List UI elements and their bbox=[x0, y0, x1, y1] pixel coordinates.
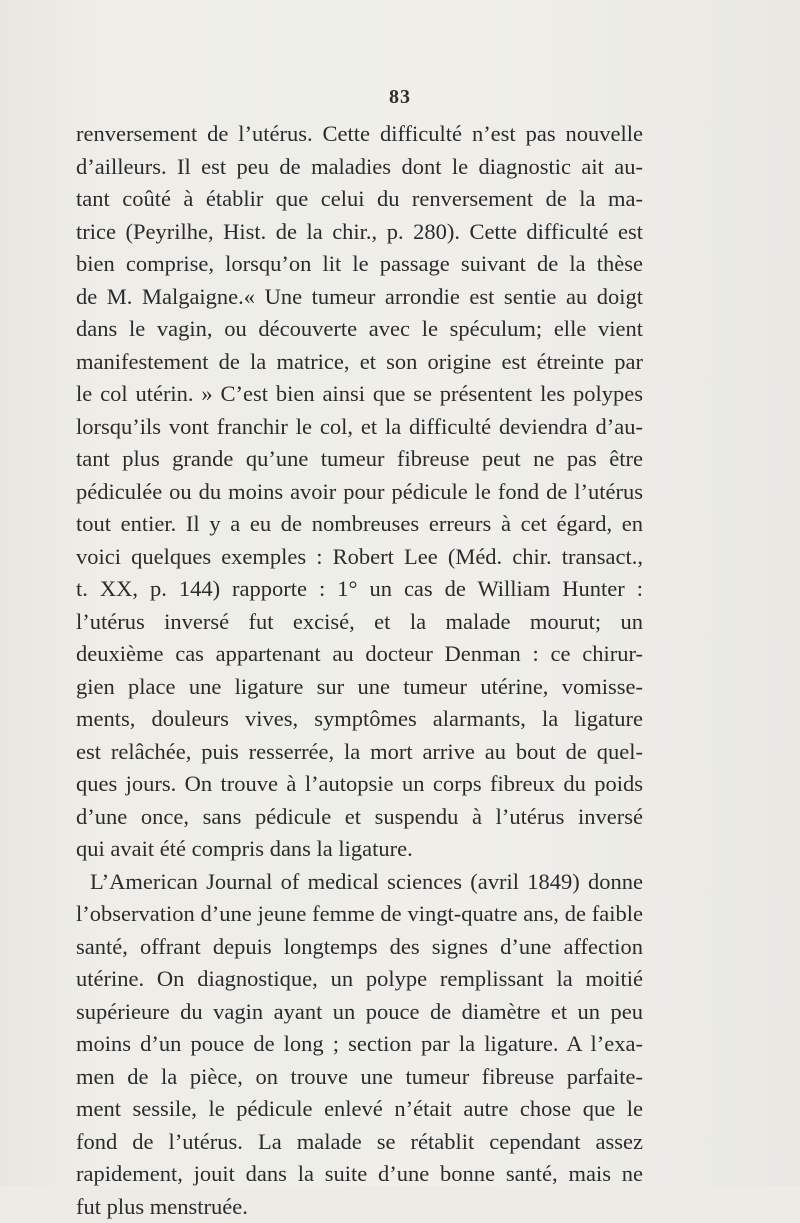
text-line: t. XX, p. 144) rapporte : 1° un cas de William Hunter : bbox=[76, 573, 643, 606]
text-line: fut plus menstruée. bbox=[76, 1191, 643, 1223]
text-line: qui avait été compris dans la ligature. bbox=[76, 833, 643, 866]
text-line: voici quelques exemples : Robert Lee (Méd. chir. transact., bbox=[76, 541, 643, 574]
text-line: utérine. On diagnostique, un polype remplissant la moitié bbox=[76, 963, 643, 996]
text-line: deuxième cas appartenant au docteur Denman : ce chirur- bbox=[76, 638, 643, 671]
text-line: ment sessile, le pédicule enlevé n’était autre chose que le bbox=[76, 1093, 643, 1126]
text-line: pédiculée ou du moins avoir pour pédicule le fond de l’utérus bbox=[76, 476, 643, 509]
text-line: le col utérin. » C’est bien ainsi que se présentent les polypes bbox=[76, 378, 643, 411]
text-line: d’ailleurs. Il est peu de maladies dont le diagnostic ait au- bbox=[76, 151, 643, 184]
text-line: lorsqu’ils vont franchir le col, et la difficulté deviendra d’au- bbox=[76, 411, 643, 444]
text-line: d’une once, sans pédicule et suspendu à l’utérus inversé bbox=[76, 801, 643, 834]
text-line: renversement de l’utérus. Cette difficulté n’est pas nouvelle bbox=[76, 118, 643, 151]
text-line: tout entier. Il y a eu de nombreuses erreurs à cet égard, en bbox=[76, 508, 643, 541]
text-line: bien comprise, lorsqu’on lit le passage suivant de la thèse bbox=[76, 248, 643, 281]
text-line: gien place une ligature sur une tumeur utérine, vomisse- bbox=[76, 671, 643, 704]
text-line: l’observation d’une jeune femme de vingt-quatre ans, de faible bbox=[76, 898, 643, 931]
text-line: dans le vagin, ou découverte avec le spéculum; elle vient bbox=[76, 313, 643, 346]
text-line: fond de l’utérus. La malade se rétablit cependant assez bbox=[76, 1126, 643, 1159]
text-line: moins d’un pouce de long ; section par la ligature. A l’exa- bbox=[76, 1028, 643, 1061]
text-line: manifestement de la matrice, et son origine est étreinte par bbox=[76, 346, 643, 379]
text-line: rapidement, jouit dans la suite d’une bonne santé, mais ne bbox=[76, 1158, 643, 1191]
text-line: l’utérus inversé fut excisé, et la malade mourut; un bbox=[76, 606, 643, 639]
text-line: est relâchée, puis resserrée, la mort arrive au bout de quel- bbox=[76, 736, 643, 769]
text-line: ques jours. On trouve à l’autopsie un corps fibreux du poids bbox=[76, 768, 643, 801]
text-line: santé, offrant depuis longtemps des signes d’une affection bbox=[76, 931, 643, 964]
text-line: tant plus grande qu’une tumeur fibreuse peut ne pas être bbox=[76, 443, 643, 476]
text-line: ments, douleurs vives, symptômes alarmants, la ligature bbox=[76, 703, 643, 736]
page-number: 83 bbox=[0, 86, 800, 109]
text-line: supérieure du vagin ayant un pouce de diamètre et un peu bbox=[76, 996, 643, 1029]
text-line: tant coûté à établir que celui du renversement de la ma- bbox=[76, 183, 643, 216]
text-line: trice (Peyrilhe, Hist. de la chir., p. 280). Cette difficulté est bbox=[76, 216, 643, 249]
text-line: de M. Malgaigne.« Une tumeur arrondie est sentie au doigt bbox=[76, 281, 643, 314]
body-text bbox=[76, 118, 643, 1223]
text-line: men de la pièce, on trouve une tumeur fibreuse parfaite- bbox=[76, 1061, 643, 1094]
text-line: L’American Journal of medical sciences (avril 1849) donne bbox=[76, 866, 643, 899]
